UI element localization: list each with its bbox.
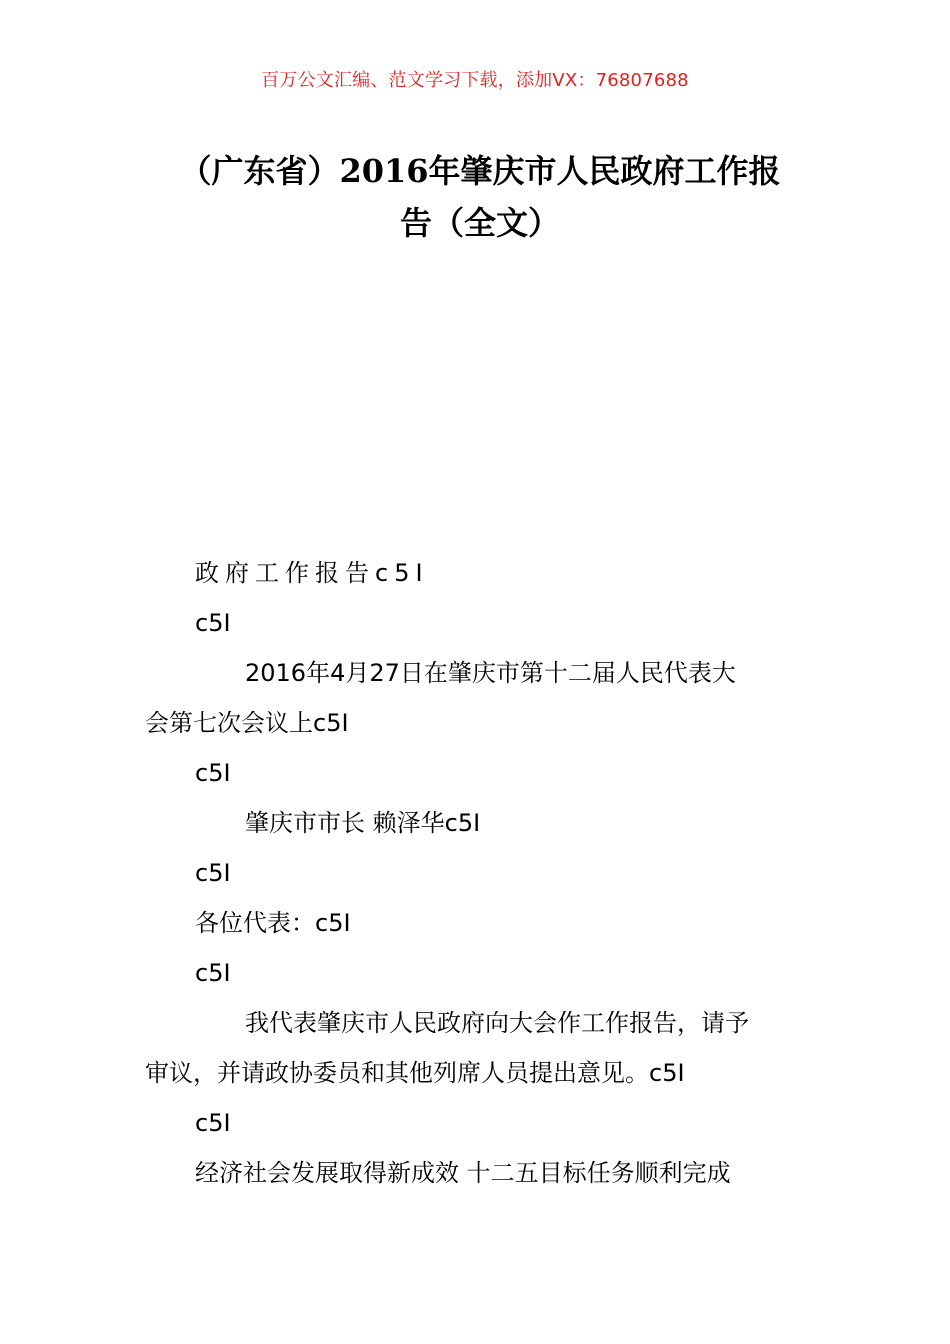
body-line: 会第七次会议上c5I <box>145 709 349 737</box>
body-line: c5I <box>195 959 231 987</box>
body-line-salutation: 各位代表：c5I <box>195 909 351 937</box>
body-line: 审议，并请政协委员和其他列席人员提出意见。c5I <box>145 1059 685 1087</box>
body-line: c5I <box>195 859 231 887</box>
body-heading: 政府工作报告c5I <box>195 559 429 587</box>
section-heading: 经济社会发展取得新成效 十二五目标任务顺利完成 <box>195 1159 731 1187</box>
body-line: c5I <box>195 609 231 637</box>
body-line: c5I <box>195 759 231 787</box>
title-line-1: （广东省）2016年肇庆市人民政府工作报 <box>179 152 781 190</box>
title-line-2: 告（全文） <box>399 204 560 242</box>
body-line-date: 2016年4月27日在肇庆市第十二届人民代表大 <box>245 659 736 687</box>
body-line: 我代表肇庆市人民政府向大会作工作报告，请予 <box>245 1009 749 1037</box>
body-line-speaker: 肇庆市市长 赖泽华c5I <box>245 809 481 837</box>
document-title <box>120 145 840 249</box>
body-line: c5I <box>195 1109 231 1137</box>
promo-header-note: 百万公文汇编、范文学习下载，添加VX：76807688 <box>261 70 689 91</box>
